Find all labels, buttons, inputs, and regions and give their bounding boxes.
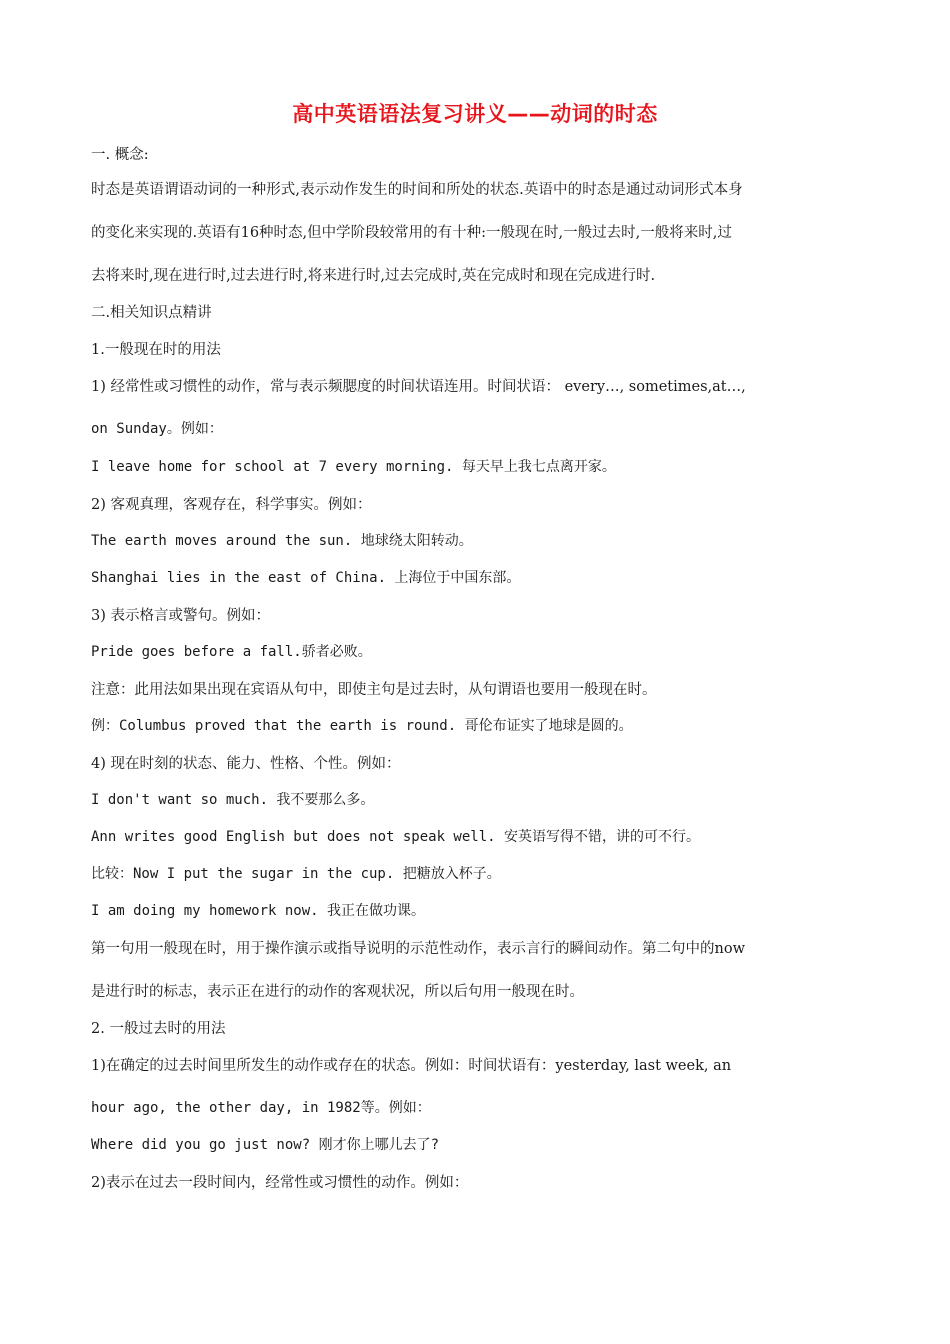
paragraph-line: 2)表示在过去一段时间内，经常性或习惯性的动作。例如： — [91, 1175, 469, 1191]
paragraph-line: 去将来时,现在进行时,过去进行时,将来进行时,过去完成时,英在完成时和现在完成进行时. — [91, 268, 656, 284]
example-line: Shanghai lies in the east of China. 上海位于中国东部。 — [91, 570, 521, 586]
paragraph-line: 4) 现在时刻的状态、能力、性格、个性。例如： — [91, 756, 401, 772]
section-heading-concept: 一. 概念: — [91, 147, 149, 163]
paragraph-line: 2) 客观真理，客观存在，科学事实。例如： — [91, 497, 372, 513]
example-line: I am doing my homework now. 我正在做功课。 — [91, 903, 426, 919]
example-line: I leave home for school at 7 every morning. 每天早上我七点离开家。 — [91, 459, 616, 475]
paragraph-line: on Sunday。例如： — [91, 421, 223, 437]
section-heading-knowledge: 二.相关知识点精讲 — [91, 305, 212, 321]
page-title: 高中英语语法复习讲义——动词的时态 — [292, 102, 658, 126]
example-line: Where did you go just now? 刚才你上哪儿去了? — [91, 1137, 440, 1153]
paragraph-line: hour ago, the other day, in 1982等。例如： — [91, 1100, 431, 1116]
subsection-heading: 2. 一般过去时的用法 — [91, 1021, 226, 1037]
paragraph-line: 时态是英语谓语动词的一种形式,表示动作发生的时间和所处的状态.英语中的时态是通过动词形式本身 — [91, 182, 743, 198]
example-line: 比较：Now I put the sugar in the cup. 把糖放入杯子。 — [91, 866, 501, 882]
paragraph-line: 第一句用一般现在时，用于操作演示或指导说明的示范性动作，表示言行的瞬间动作。第二句中的now — [91, 941, 745, 957]
example-line: The earth moves around the sun. 地球绕太阳转动。 — [91, 533, 473, 549]
example-line: Pride goes before a fall.骄者必败。 — [91, 644, 372, 660]
subsection-heading: 1.一般现在时的用法 — [91, 342, 221, 358]
example-line: 例：Columbus proved that the earth is round. 哥伦布证实了地球是圆的。 — [91, 718, 633, 734]
paragraph-line: 1)在确定的过去时间里所发生的动作或存在的状态。例如：时间状语有：yesterday, last week, an — [91, 1058, 732, 1074]
paragraph-line: 是进行时的标志，表示正在进行的动作的客观状况，所以后句用一般现在时。 — [91, 984, 584, 1000]
paragraph-line: 3) 表示格言或警句。例如： — [91, 608, 270, 624]
example-line: I don't want so much. 我不要那么多。 — [91, 792, 375, 808]
paragraph-line: 1) 经常性或习惯性的动作，常与表示频腮度的时间状语连用。时间状语： every…, sometimes,at…, — [91, 379, 746, 395]
example-line: Ann writes good English but does not speak well. 安英语写得不错，讲的可不行。 — [91, 829, 701, 845]
paragraph-line: 的变化来实现的.英语有16种时态,但中学阶段较常用的有十种:一般现在时,一般过去时,一般将来时,过 — [91, 225, 732, 241]
note-line: 注意：此用法如果出现在宾语从句中，即使主句是过去时，从句谓语也要用一般现在时。 — [91, 682, 657, 698]
